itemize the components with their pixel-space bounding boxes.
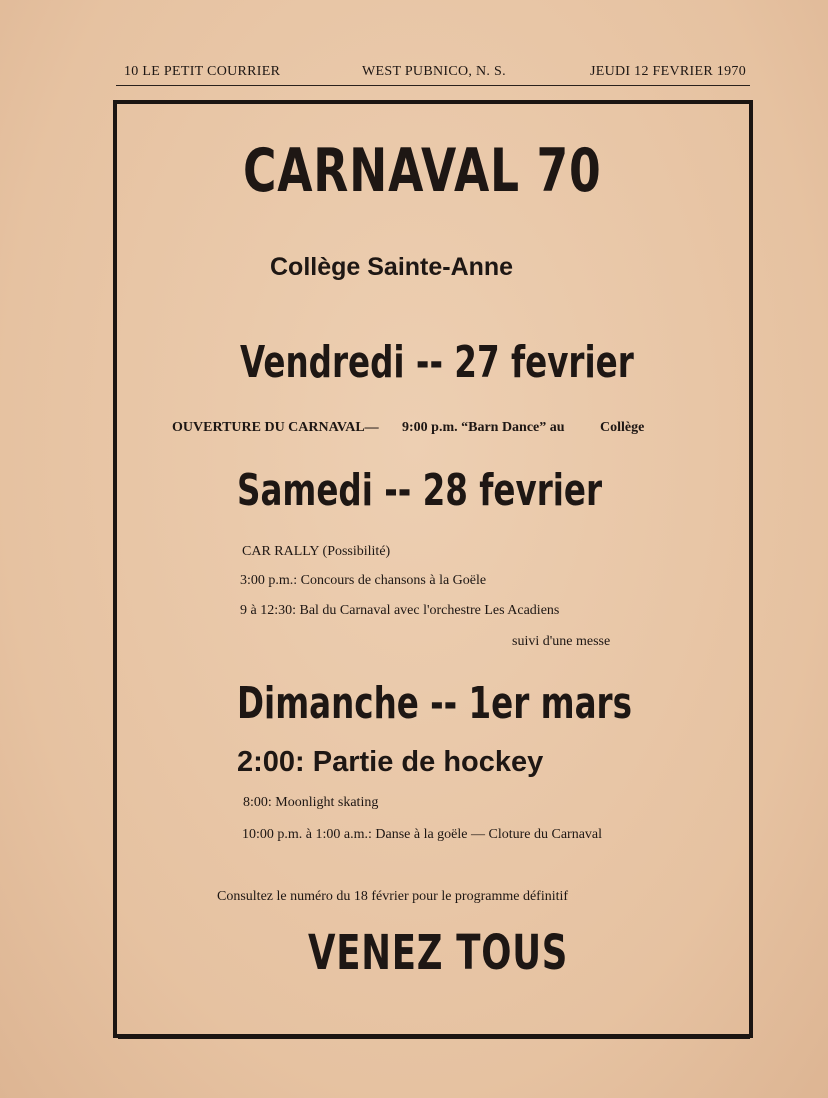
header-date: JEUDI 12 FEVRIER 1970	[589, 64, 746, 79]
sunday-item-dance: 10:00 p.m. à 1:00 a.m.: Danse à la goële — Cloture du Carnaval	[242, 827, 603, 842]
saturday-item-mass: suivi d'une messe	[512, 634, 611, 649]
header-rule	[116, 85, 750, 86]
header-page-and-paper: 10 LE PETIT COURRIER	[124, 64, 281, 79]
college-name: Collège Sainte-Anne	[270, 253, 514, 281]
bottom-rule	[118, 1036, 750, 1039]
sunday-heading: Dimanche -- 1er mars	[237, 678, 632, 729]
sunday-item-skating: 8:00: Moonlight skating	[243, 795, 379, 810]
saturday-item-car-rally: CAR RALLY (Possibilité)	[242, 544, 391, 559]
program-note: Consultez le numéro du 18 février pour le programme définitif	[217, 889, 569, 904]
friday-heading: Vendredi -- 27 fevrier	[240, 337, 634, 388]
ad-title: CARNAVAL 70	[243, 136, 602, 206]
opening-detail: 9:00 p.m. “Barn Dance” au	[402, 420, 565, 435]
saturday-item-carnival-ball: 9 à 12:30: Bal du Carnaval avec l'orchestre Les Acadiens	[240, 603, 560, 618]
hockey-game: 2:00: Partie de hockey	[237, 746, 544, 778]
header-location: WEST PUBNICO, N. S.	[362, 64, 506, 79]
page-header	[124, 64, 746, 84]
opening-place: Collège	[600, 420, 645, 435]
closing-call: VENEZ TOUS	[308, 925, 569, 981]
saturday-item-song-contest: 3:00 p.m.: Concours de chansons à la Goële	[240, 573, 487, 588]
opening-label: OUVERTURE DU CARNAVAL—	[172, 420, 379, 435]
saturday-heading: Samedi -- 28 fevrier	[237, 465, 603, 516]
